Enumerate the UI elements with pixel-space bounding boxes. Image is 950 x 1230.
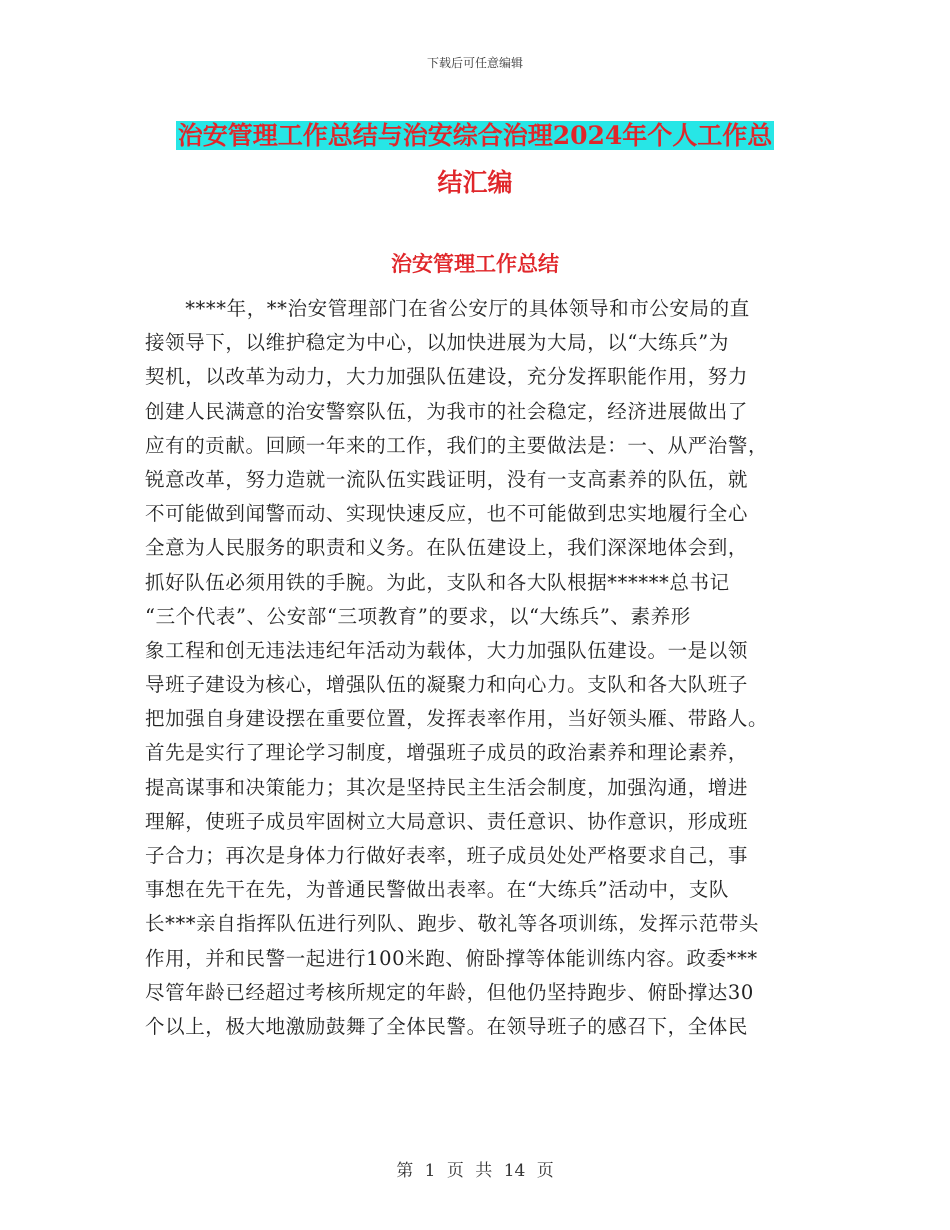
document-title-line-1: 治安管理工作总结与治安综合治理2024年个人工作总 (177, 121, 773, 150)
body-line: 理解，使班子成员牢固树立大局意识、责任意识、协作意识，形成班 (145, 809, 749, 833)
body-line: 导班子建设为核心，增强队伍的凝聚力和向心力。支队和各大队班子 (145, 673, 749, 697)
body-line: 锐意改革，努力造就一流队伍实践证明，没有一支高素养的队伍，就 (145, 467, 749, 491)
body-line: 长***亲自指挥队伍进行列队、跑步、敬礼等各项训练，发挥示范带头 (145, 912, 759, 936)
body-line: 不可能做到闻警而动、实现快速反应，也不可能做到忠实地履行全心 (145, 502, 749, 526)
body-line: 子合力；再次是身体力行做好表率，班子成员处处严格要求自己，事 (145, 844, 749, 867)
body-line: 契机，以改革为动力，大力加强队伍建设，充分发挥职能作用，努力 (145, 365, 749, 389)
document-title (0, 112, 950, 206)
body-line: 作用，并和民警一起进行100米跑、俯卧撑等体能训练内容。政委*** (145, 946, 758, 970)
body-line: 全意为人民服务的职责和义务。在队伍建设上，我们深深地体会到， (145, 536, 749, 560)
body-line: 抓好队伍必须用铁的手腕。为此，支队和各大队根据******总书记 (145, 570, 730, 594)
body-paragraph (145, 292, 810, 1044)
body-line: 接领导下，以维护稳定为中心，以加快进展为大局，以“大练兵”为 (145, 331, 729, 355)
body-line: “三个代表”、公安部“三项教育”的要求，以“大练兵”、素养形 (145, 604, 691, 628)
page-header-note: 下载后可任意编辑 (426, 56, 523, 70)
body-line: 把加强自身建设摆在重要位置，发挥表率作用，当好领头雁、带路人。 (145, 707, 769, 731)
body-line: 事想在先干在先，为普通民警做出表率。在“大练兵”活动中，支队 (145, 878, 729, 902)
body-line: 首先是实行了理论学习制度，增强班子成员的政治素养和理论素养， (145, 741, 749, 765)
body-line: 象工程和创无违法违纪年活动为载体，大力加强队伍建设。一是以领 (145, 638, 749, 662)
body-line: 尽管年龄已经超过考核所规定的年龄，但他仍坚持跑步、俯卧撑达30 (145, 980, 754, 1004)
document-title-line-2: 结汇编 (437, 168, 513, 197)
body-line: 个以上，极大地激励鼓舞了全体民警。在领导班子的感召下，全体民 (145, 1014, 749, 1038)
body-line: 创建人民满意的治安警察队伍，为我市的社会稳定，经济进展做出了 (145, 399, 749, 423)
body-line: ****年，**治安管理部门在省公安厅的具体领导和市公安局的直 (145, 297, 750, 320)
body-line: 应有的贡献。回顾一年来的工作，我们的主要做法是：一、从严治警， (145, 433, 769, 457)
section-title: 治安管理工作总结 (391, 251, 559, 276)
page-footer-number: 第 1 页 共 14 页 (396, 1161, 554, 1181)
body-line: 提高谋事和决策能力；其次是坚持民主生活会制度，加强沟通，增进 (145, 775, 749, 799)
